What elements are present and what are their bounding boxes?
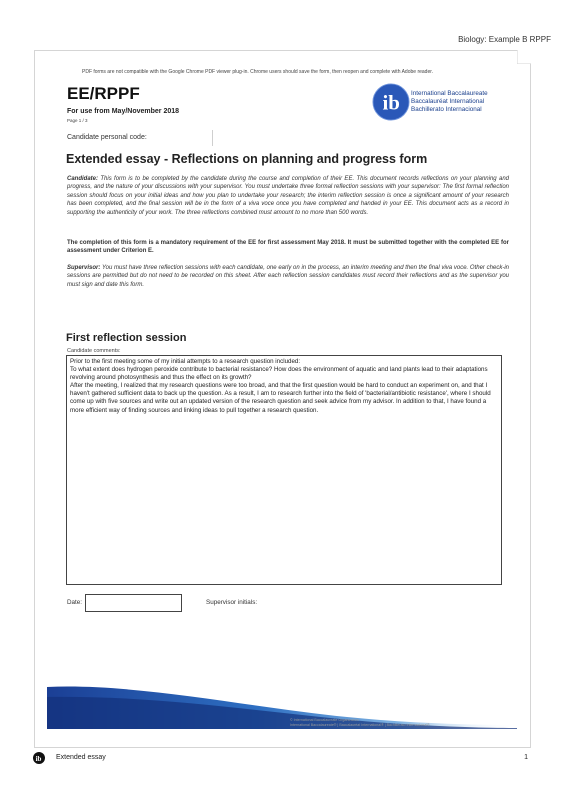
candidate-text: This form is to be completed by the candidate during the course and completion of their EE. This document records reflections on your planning and progress, and the nature of your discussions with your supervisor. You must undertake three formal reflection sessions with your supervisor: The first formal reflection session should focus on your initial ideas and how you plan to undertake your research; the interim reflection session is once a significant amount of your research has been completed, and the final session will be in the form of a viva voce once you have completed and handed in your EE. This document acts as a record in supporting the authenticity of your work. The three reflections combined must amount to no more than 500 words. xyxy=(67,176,509,216)
pdf-notice: PDF forms are not compatible with the Google Chrome PDF viewer plug-in. Chrome users should save the form, then reopen and complete with Adobe reader. xyxy=(82,69,434,75)
copyright-line-1: © International Baccalaureate Organization xyxy=(290,718,359,722)
form-code: EE/RPPF xyxy=(67,84,140,103)
supervisor-heading: Supervisor: xyxy=(67,265,101,271)
candidate-comments-text: Prior to the first meeting some of my initial attempts to a research question included: To what extent does hydrogen peroxide contribute to bacterial resistance? How does the environment of aquatic and land plants lead to their adaptations revolving around photosynthesis and thus the effect on its growth? After the meeting, I realized that my research questions were too broad, and that the first question would be hard to conduct an experiment on, and that I haven't gathered sufficient data to back up the question. As a result, I am to research further into the field of 'bacterial/antibiotic resistance', where I should come up with five sources and write out an updated version of the research question and seek advice from my advisor. In addition to that, I have found a more efficient way of finding sources and linking ideas to pull together a research question. xyxy=(70,358,491,414)
svg-text:ib: ib xyxy=(35,755,42,763)
candidate-instructions xyxy=(67,175,509,217)
candidate-heading: Candidate: xyxy=(67,176,99,182)
form-page xyxy=(34,50,531,748)
form-title: Extended essay - Reflections on planning and progress form xyxy=(66,152,428,166)
org-name-en: International Baccalaureate xyxy=(411,90,488,97)
ib-org-names xyxy=(411,90,488,114)
for-use-label: For use from May/November 2018 xyxy=(67,108,180,115)
svg-text:ib: ib xyxy=(382,90,400,115)
ib-logo-icon xyxy=(372,83,410,121)
mandatory-notice: The completion of this form is a mandatory requirement of the EE for first assessment May 2018. It must be submitted together with the completed EE for assessment under Criterion E. xyxy=(67,240,509,255)
footer-label: Extended essay xyxy=(56,754,106,761)
date-label: Date: xyxy=(67,599,83,606)
copyright-line-2: International Baccalaureate® | Baccalauréat International® | Bachillerato Internacional® xyxy=(290,723,430,727)
document-header-title: Biology: Example B RPPF xyxy=(458,35,551,44)
comments-label: Candidate comments: xyxy=(67,348,121,354)
section-title: First reflection session xyxy=(66,332,187,344)
candidate-code-label: Candidate personal code: xyxy=(67,134,147,141)
supervisor-text: You must have three reflection sessions with each candidate, one early on in the process, an interim meeting and then the final viva voce. Other check-in sessions are permitted but do not need to be recorded on this sheet. After each reflection session candidates must record their reflections and as the supervisor you must sign and date this form. xyxy=(67,265,509,288)
page-fold-icon xyxy=(517,50,531,64)
supervisor-instructions xyxy=(67,264,509,289)
date-input[interactable] xyxy=(85,594,182,612)
footer-page-number: 1 xyxy=(524,754,528,761)
org-name-es: Bachillerato Internacional xyxy=(411,106,482,113)
ib-footer-logo-icon xyxy=(33,752,45,764)
copyright-notice xyxy=(290,718,430,728)
candidate-code-field[interactable] xyxy=(212,130,213,146)
candidate-comments-field[interactable] xyxy=(66,355,502,585)
org-name-fr: Baccalauréat International xyxy=(411,98,485,105)
decorative-swoosh xyxy=(47,681,517,731)
supervisor-initials-label: Supervisor initials: xyxy=(206,599,258,606)
page-number-label: Page 1 / 3 xyxy=(67,118,88,123)
